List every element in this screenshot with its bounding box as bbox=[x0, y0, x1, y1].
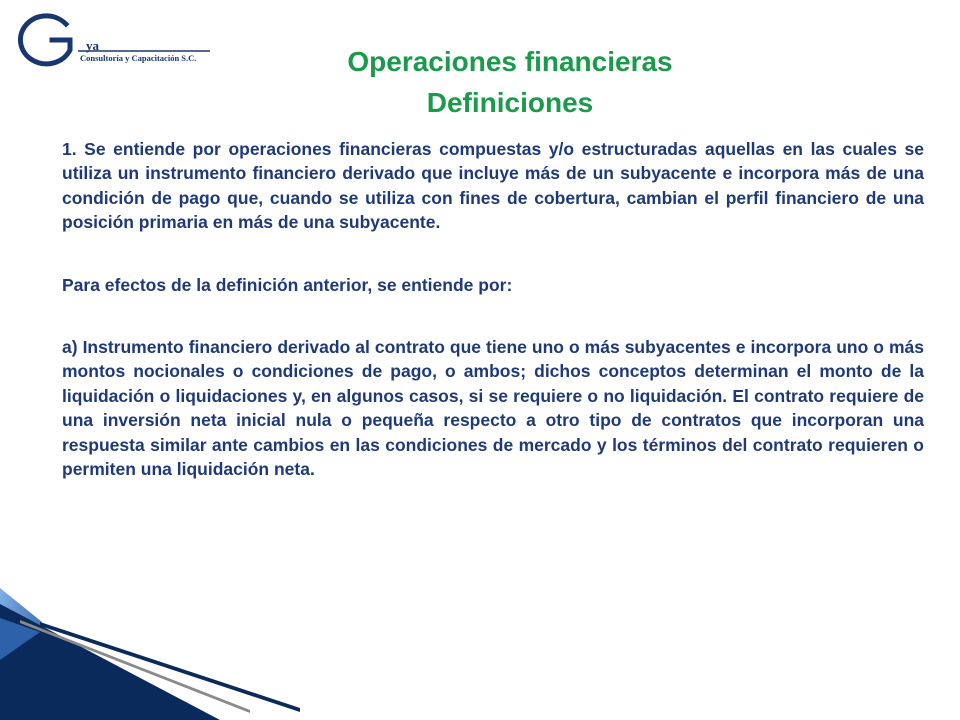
logo-superscript: ya bbox=[86, 38, 99, 53]
page-subtitle: Definiciones bbox=[426, 87, 594, 118]
corner-decoration bbox=[0, 560, 320, 720]
paragraph-intro: Para efectos de la definición anterior, se entiende por: bbox=[62, 274, 513, 295]
paragraph-definition-1: 1. Se entiende por operaciones financieras compuestas y/o estructuradas aquellas en las cuales se utiliza un instrumento financiero derivado que incluye más de un subyacente e incorpora más de una condición de pago que, cuando se utiliza con fines de cobertura, cambian el perfil financiero de una posición primaria en más de una subyacente. bbox=[62, 139, 924, 233]
page-title: Operaciones financieras bbox=[347, 46, 673, 77]
logo-tagline: Consultoría y Capacitación S.C. bbox=[80, 53, 197, 63]
slide-body bbox=[62, 137, 924, 481]
paragraph-definition-a: a) Instrumento financiero derivado al contrato que tiene uno o más subyacentes e incorpora uno o más montos nocionales o condiciones de pago, o ambos; dichos conceptos determinan el monto de la liquidación o liquidaciones y, en algunos casos, si se requiere o no liquidación. El contrato requiere de una inversión neta inicial nula o pequeña respecto a otro tipo de contratos que incorporan una respuesta similar ante cambios en las condiciones de mercado y los términos del contrato requieren o permiten una liquidación neta. bbox=[62, 337, 924, 480]
